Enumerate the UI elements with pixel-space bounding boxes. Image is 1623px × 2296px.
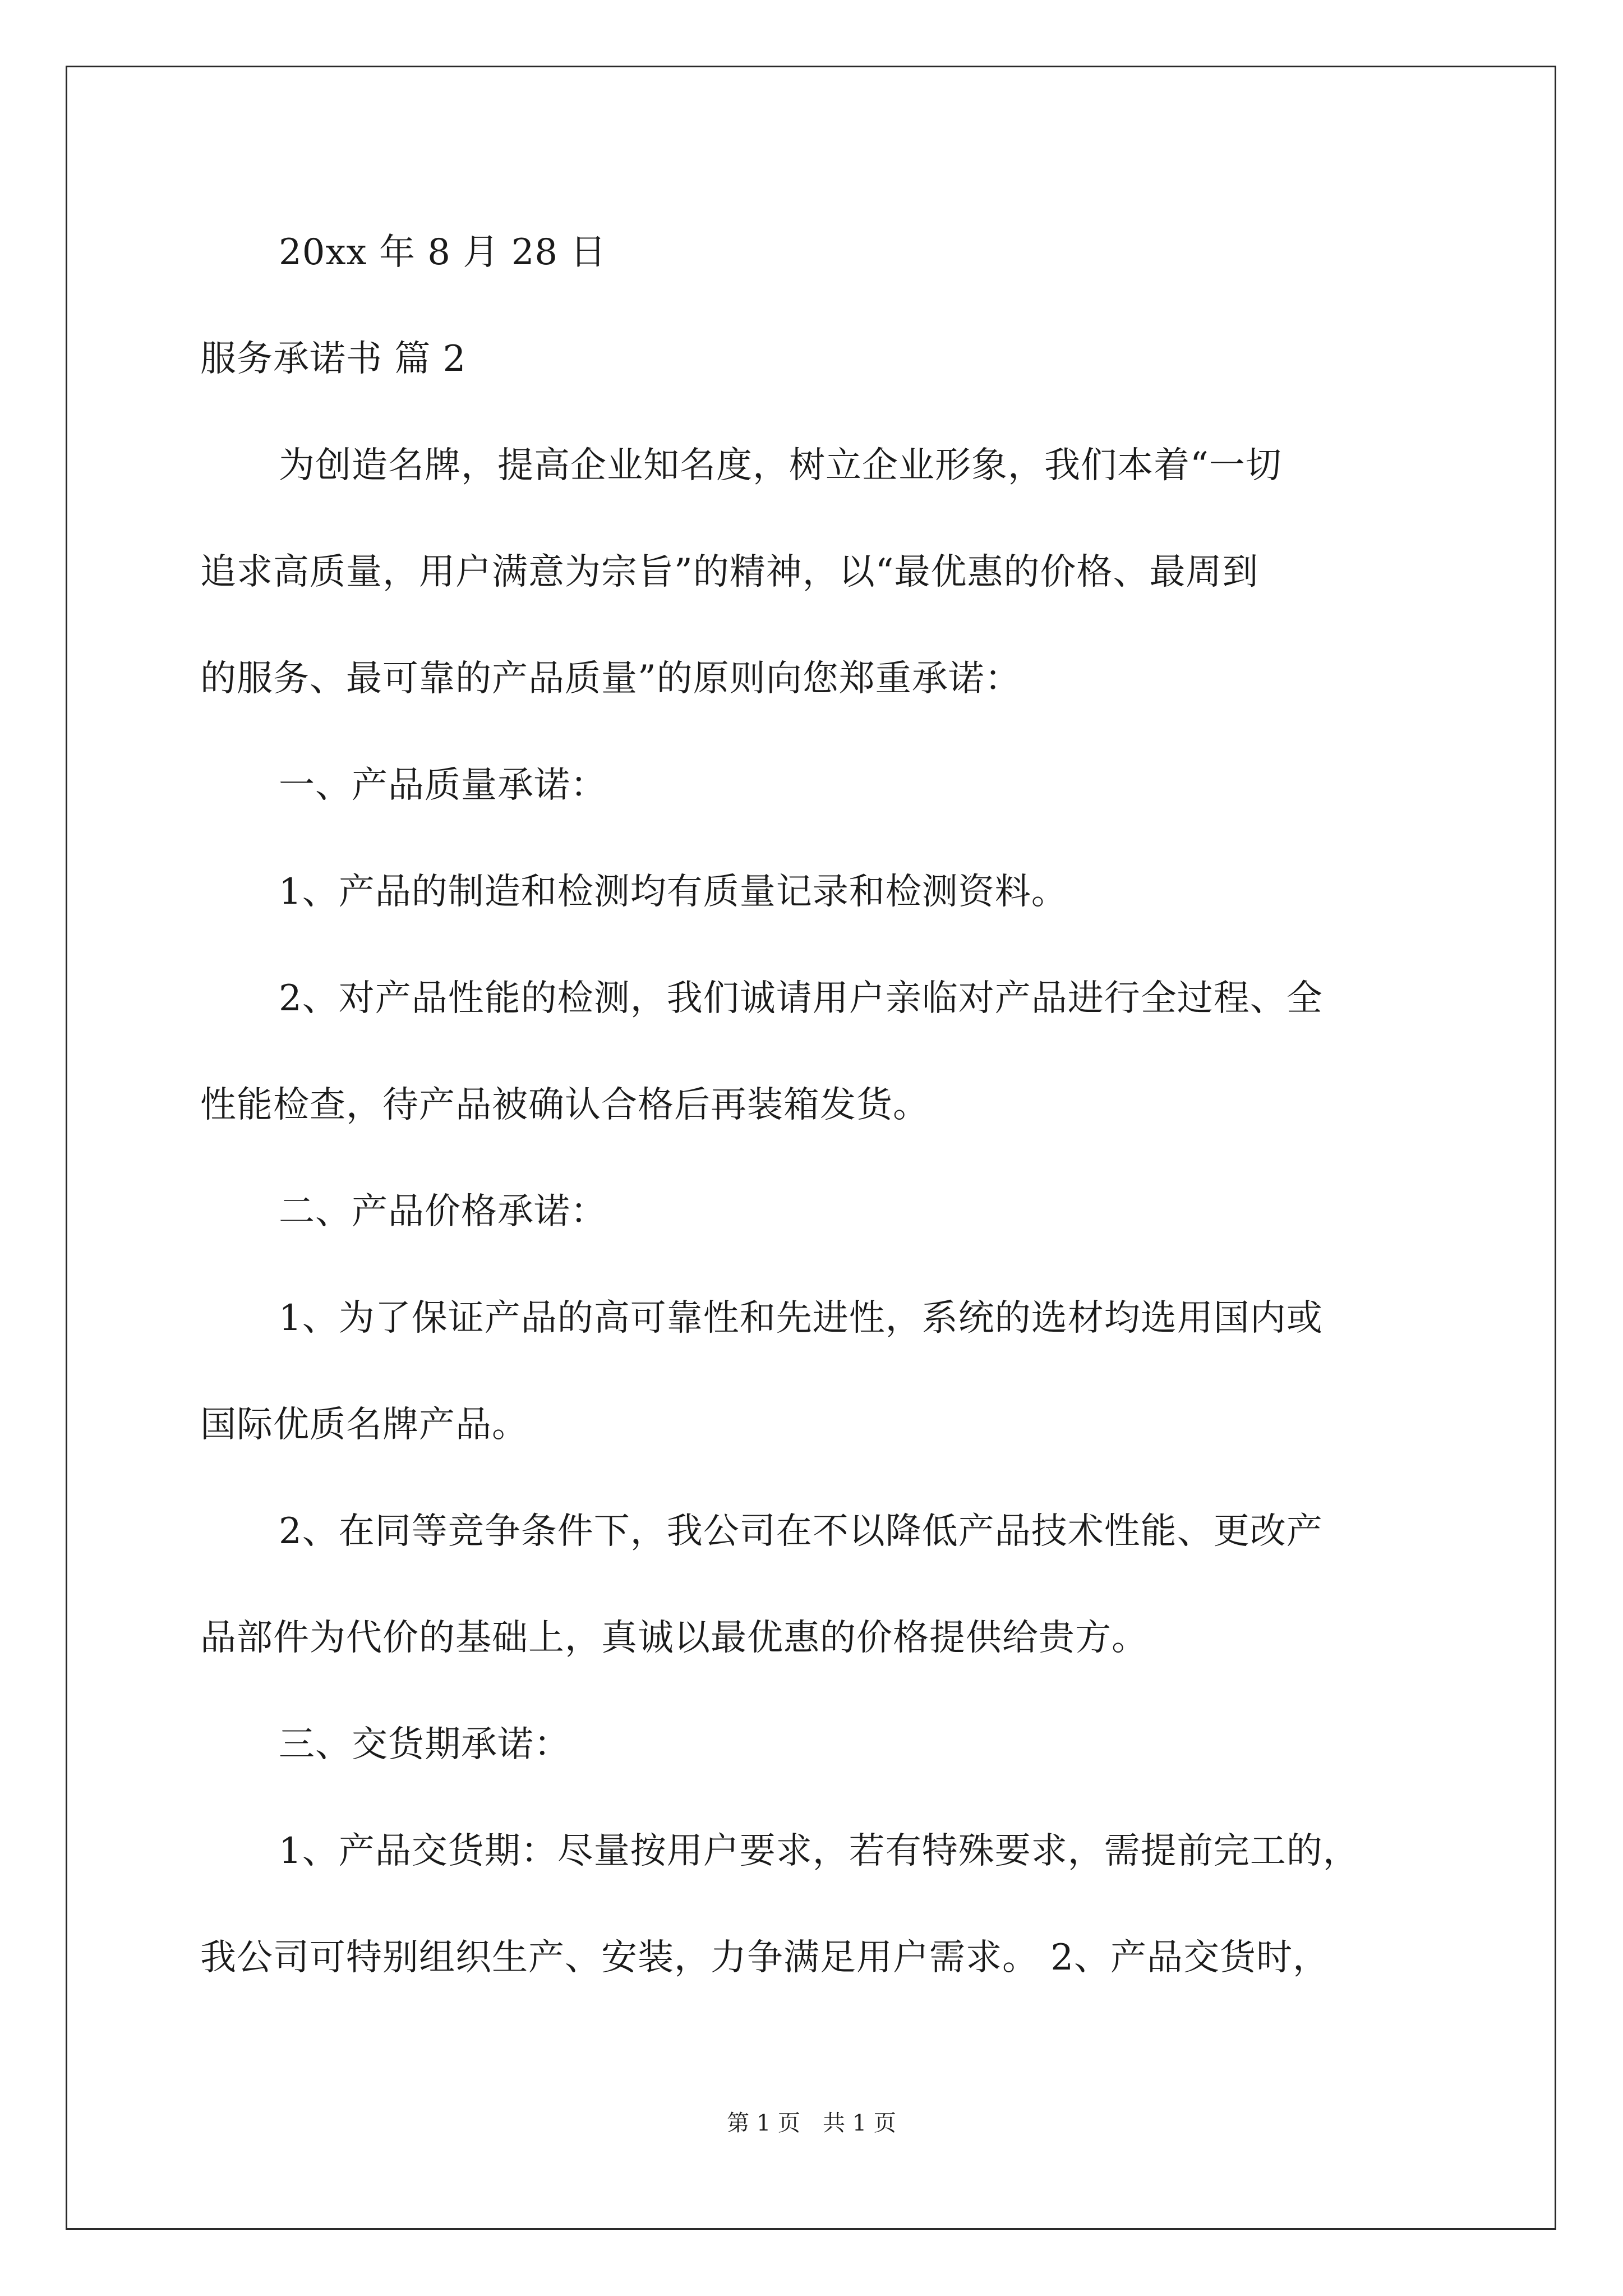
paragraph-line: 追求高质量，用户满意为宗旨”的精神，以“最优惠的价格、最周到: [200, 551, 1259, 593]
paragraph-line: 我公司可特别组织生产、安装，力争满足用户需求。 2、产品交货时，: [200, 1937, 1330, 1978]
heading-delivery: 三、交货期承诺：: [279, 1724, 570, 1765]
paragraph-line: 1、产品交货期：尽量按用户要求，若有特殊要求，需提前完工的，: [279, 1830, 1359, 1872]
heading-quality: 一、产品质量承诺：: [279, 765, 607, 806]
paragraph-line: 为创造名牌，提高企业知名度，树立企业形象，我们本着“一切: [279, 445, 1282, 486]
section-title: 服务承诺书 篇 2: [200, 338, 467, 380]
page-number: 第 1 页: [727, 2110, 800, 2136]
paragraph-line: 1、产品的制造和检测均有质量记录和检测资料。: [279, 871, 1068, 913]
paragraph-line: 2、对产品性能的检测，我们诚请用户亲临对产品进行全过程、全: [279, 978, 1323, 1019]
paragraph-line: 品部件为代价的基础上，真诚以最优惠的价格提供给贵方。: [200, 1617, 1148, 1659]
date-line: 20xx 年 8 月 28 日: [279, 232, 607, 273]
paragraph-line: 2、在同等竞争条件下，我公司在不以降低产品技术性能、更改产: [279, 1511, 1323, 1552]
paragraph-line: 性能检查，待产品被确认合格后再装箱发货。: [200, 1084, 929, 1126]
page-footer: [0, 2109, 1623, 2137]
heading-price: 二、产品价格承诺：: [279, 1191, 607, 1232]
paragraph-line: 国际优质名牌产品。: [200, 1404, 528, 1446]
page-border: [66, 66, 1556, 2230]
paragraph-line: 1、为了保证产品的高可靠性和先进性，系统的选材均选用国内或: [279, 1297, 1323, 1339]
paragraph-line: 的服务、最可靠的产品质量”的原则向您郑重承诺：: [200, 658, 1021, 700]
page-total: 共 1 页: [823, 2110, 896, 2136]
